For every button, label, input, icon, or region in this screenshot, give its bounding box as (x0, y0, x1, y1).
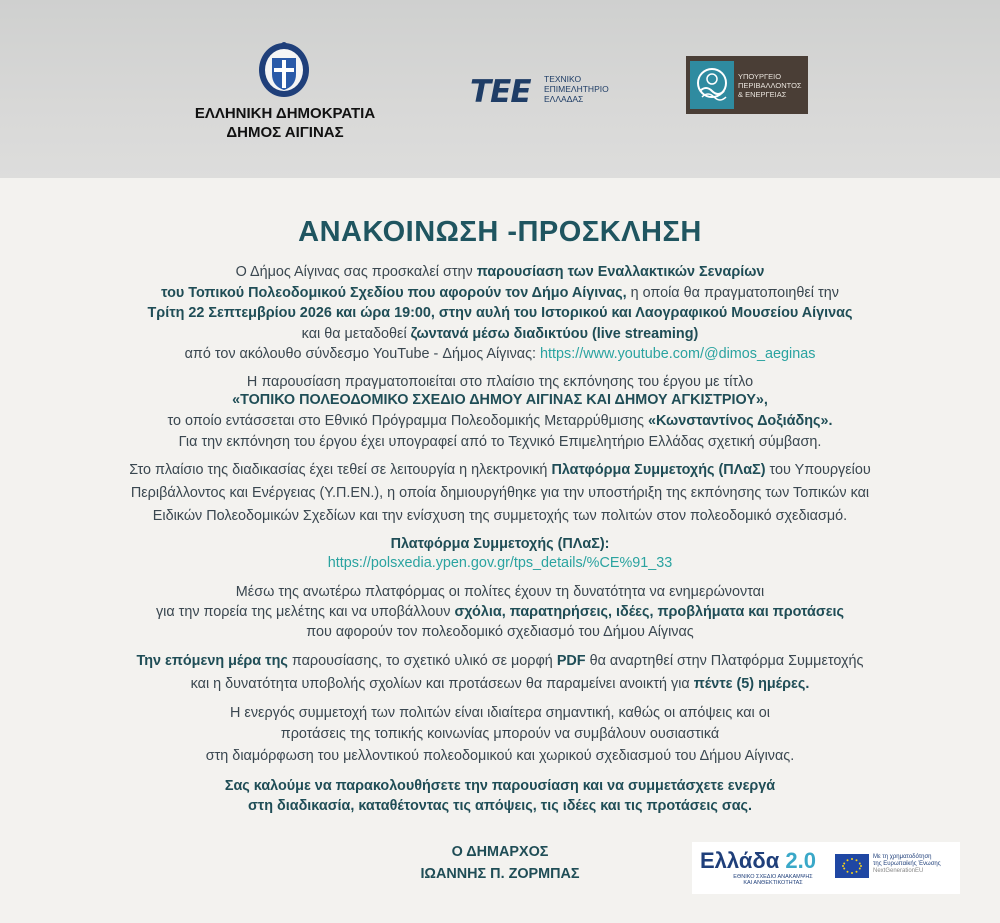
greek-emblem-icon (258, 40, 310, 98)
p1-line5 (0, 345, 1000, 363)
p3-line2: Περιβάλλοντος και Ενέργειας (Υ.Π.ΕΝ.), η οποία δημιουργήθηκε για την υποστήριξη της εκπόνησης των Τοπικών και (130, 485, 870, 501)
p1-line2 (0, 284, 1000, 302)
government-title (180, 104, 390, 142)
p5-b1: και η δυνατότητα υποβολής σχολίων και προτάσεων θα παραμείνει ανοικτή για (190, 676, 694, 692)
ellada-wordmark (700, 848, 816, 874)
p1-d1: και θα μεταδοθεί (301, 326, 411, 342)
page-title: ΑΝΑΚΟΙΝΩΣΗ -ΠΡΟΣΚΛΗΣΗ (298, 216, 702, 248)
p2-line3 (0, 412, 1000, 430)
p1-e1: από τον ακόλουθο σύνδεσμο YouTube - Δήμος Αίγινας: (184, 346, 541, 362)
ellada-subtitle (718, 874, 828, 886)
p6-line2: προτάσεις της τοπικής κοινωνίας μπορούν να συμβάλουν ουσιαστικά (280, 726, 720, 742)
p5-a2: παρουσίασης, το σχετικό υλικό σε μορφή (287, 653, 557, 669)
p2-c1: το οποίο εντάσσεται στο Εθνικό Πρόγραμμα Πολεοδομικής Μεταρρύθμισης (167, 413, 648, 429)
eu-line3: NextGenerationEU (873, 868, 924, 874)
p2-c2: «Κωνσταντίνος Δοξιάδης». (647, 413, 833, 429)
tee-sub-line3: ΕΛΛΑΔΑΣ (544, 94, 584, 104)
p1-a2: παρουσίαση των Εναλλακτικών Σεναρίων (476, 264, 765, 280)
eu-flag-icon (835, 854, 869, 878)
p3-a1: Στο πλαίσιο της διαδικασίας έχει τεθεί σε λειτουργία η ηλεκτρονική (129, 462, 552, 478)
p1-b1: του Τοπικού Πολεοδομικού Σχεδίου που αφορούν τον Δήμο Αίγινας, (161, 285, 627, 301)
gov-line1: ΕΛΛΗΝΙΚΗ ΔΗΜΟΚΡΑΤΙΑ (194, 105, 376, 122)
p4-line2 (0, 603, 1000, 621)
ministry-emblem-icon (690, 61, 734, 109)
p1-a1: Ο Δήμος Αίγινας σας προσκαλεί στην (235, 264, 477, 280)
eu-line1: Με τη χρηματοδότηση (873, 854, 932, 860)
p3-a3: του Υπουργείου (765, 462, 871, 478)
signature-name: ΙΩΑΝΝΗΣ Π. ΖΟΡΜΠΑΣ (420, 866, 580, 882)
p7-line1: Σας καλούμε να παρακολουθήσετε την παρουσίαση και να συμμετάσχετε ενεργά (224, 778, 776, 794)
ypen-line3: & ΕΝΕΡΓΕΙΑΣ (738, 90, 787, 99)
ellada-sub2: ΚΑΙ ΑΝΘΕΚΤΙΚΟΤΗΤΑΣ (743, 880, 803, 886)
p3-a2: Πλατφόρμα Συμμετοχής (ΠΛαΣ) (551, 462, 766, 478)
signature-role: Ο ΔΗΜΑΡΧΟΣ (451, 844, 549, 860)
tee-subtitle (544, 74, 609, 104)
p5-a3: PDF (556, 653, 586, 669)
p2-line2: «ΤΟΠΙΚΟ ΠΟΛΕΟΔΟΜΙΚΟ ΣΧΕΔΙΟ ΔΗΜΟΥ ΑΙΓΙΝΑΣ ΚΑΙ ΔΗΜΟΥ ΑΓΚΙΣΤΡΙΟΥ», (232, 392, 768, 408)
eu-funding-text (873, 854, 941, 875)
tee-sub-line1: ΤΕΧΝΙΚΟ (544, 74, 582, 84)
p4-line3: που αφορούν τον πολεοδομικό σχεδιασμό του Δήμου Αίγινας (306, 624, 694, 640)
ellada-word: Ελλάδα (700, 848, 786, 873)
tee-mark: ΤΕΕ (470, 74, 531, 110)
eu-line2: της Ευρωπαϊκής Ένωσης (873, 861, 941, 867)
ellada-sub1: ΕΘΝΙΚΟ ΣΧΕΔΙΟ ΑΝΑΚΑΜΨΗΣ (733, 874, 813, 880)
p1-line1 (0, 263, 1000, 281)
ypen-logo (686, 56, 808, 114)
p5-line1 (0, 652, 1000, 670)
p5-b2: πέντε (5) ημέρες. (693, 676, 810, 692)
platform-label: Πλατφόρμα Συμμετοχής (ΠΛαΣ): (390, 536, 610, 552)
p1-b2: η οποία θα πραγματοποιηθεί την (626, 285, 839, 301)
p6-line1: Η ενεργός συμμετοχή των πολιτών είναι ιδιαίτερα σημαντική, καθώς οι απόψεις και οι (230, 705, 770, 721)
p1-line4 (0, 325, 1000, 343)
p4-b1: για την πορεία της μελέτης και να υποβάλλουν (155, 604, 455, 620)
ellada-2-logo (692, 842, 960, 894)
p2-line1: Η παρουσίαση πραγματοποιείται στο πλαίσιο της εκπόνησης του έργου με τίτλο (246, 374, 754, 390)
p5-a1: Την επόμενη μέρα της (136, 653, 288, 669)
p4-b2: σχόλια, παρατηρήσεις, ιδέες, προβλήματα και προτάσεις (454, 604, 845, 620)
ellada-num: 2.0 (785, 848, 816, 873)
platform-link[interactable]: https://polsxedia.ypen.gov.gr/tps_details/%CE%91_33 (327, 555, 673, 571)
ypen-line2: ΠΕΡΙΒΑΛΛΟΝΤΟΣ (738, 81, 802, 90)
p4-line1: Μέσω της ανωτέρω πλατφόρμας οι πολίτες έχουν τη δυνατότητα να ενημερώνονται (235, 584, 765, 600)
p7-line2: στη διαδικασία, καταθέτοντας τις απόψεις, τις ιδέες και τις προτάσεις σας. (247, 798, 753, 814)
p1-d2: ζωντανά μέσω διαδικτύου (live streaming) (410, 326, 699, 342)
p5-line2 (0, 675, 1000, 693)
youtube-link[interactable]: https://www.youtube.com/@dimos_aeginas (540, 346, 816, 362)
p3-line3: Ειδικών Πολεοδομικών Σχεδίων και την ενίσχυση της συμμετοχής των πολιτών στον πολεοδομικό σχεδιασμό. (152, 508, 848, 524)
p3-line1 (0, 461, 1000, 479)
gov-line2: ΔΗΜΟΣ ΑΙΓΙΝΑΣ (226, 124, 344, 141)
ypen-text (738, 72, 802, 99)
p5-a4: θα αναρτηθεί στην Πλατφόρμα Συμμετοχής (585, 653, 864, 669)
ypen-line1: ΥΠΟΥΡΓΕΙΟ (738, 72, 782, 81)
p1-line3: Τρίτη 22 Σεπτεμβρίου 2026 και ώρα 19:00, στην αυλή του Ιστορικού και Λαογραφικού Μουσείου Αίγινας (147, 305, 853, 321)
p2-line4: Για την εκπόνηση του έργου έχει υπογραφεί από το Τεχνικό Επιμελητήριο Ελλάδας σχετική σύμβαση. (178, 434, 822, 450)
tee-sub-line2: ΕΠΙΜΕΛΗΤΗΡΙΟ (544, 84, 609, 94)
p6-line3: στη διαμόρφωση του μελλοντικού πολεοδομικού και χωρικού σχεδιασμού του Δήμου Αίγινας. (205, 748, 795, 764)
